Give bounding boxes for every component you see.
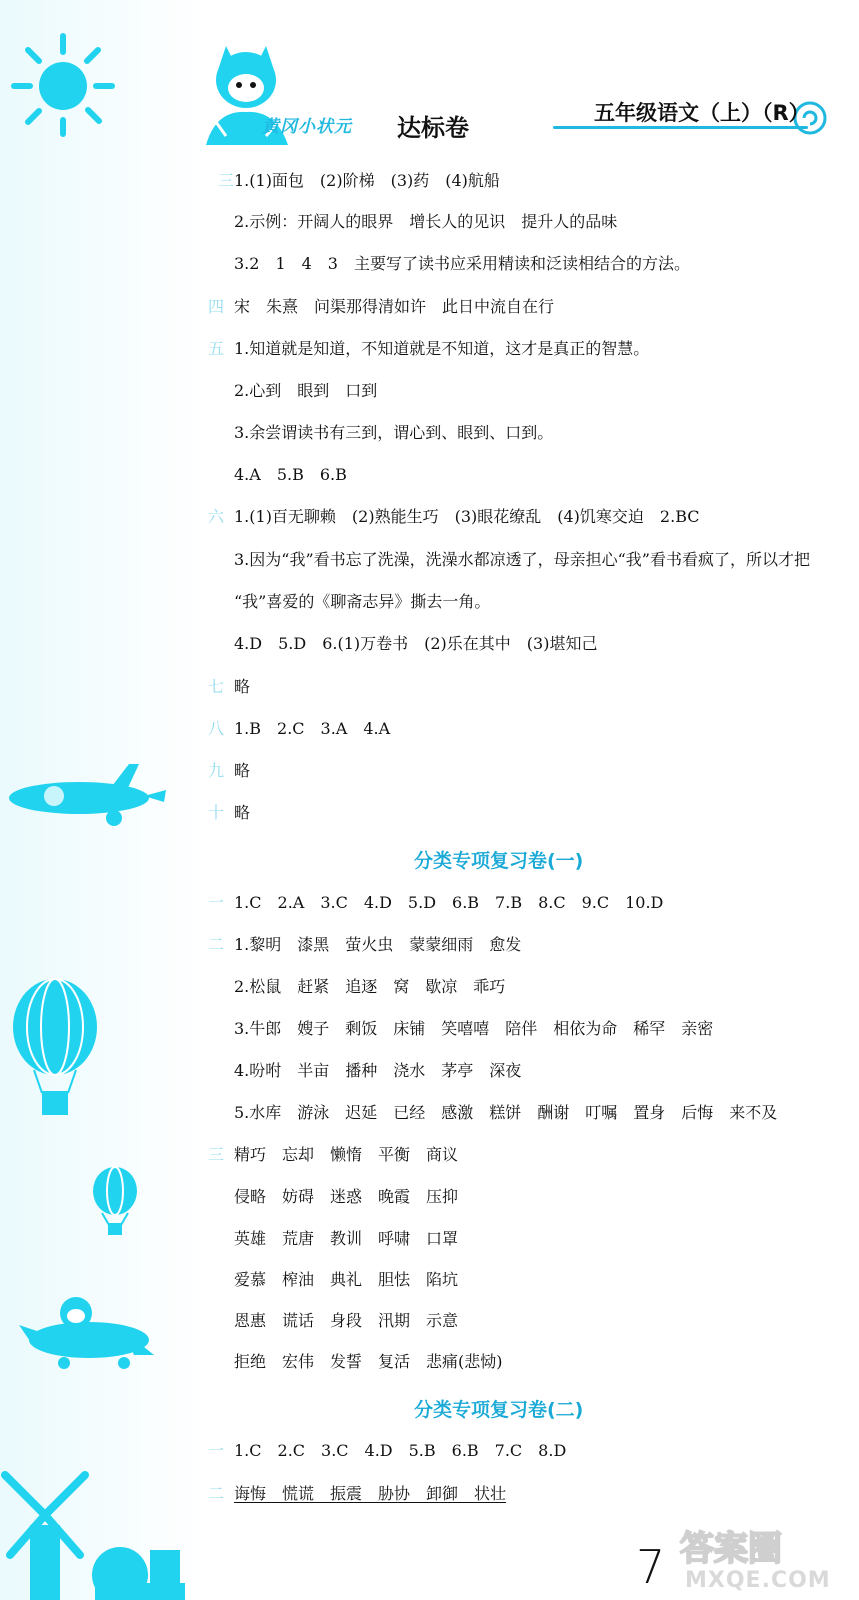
answer-line: 宋 朱熹 问渠那得清如许 此日中流自在行 xyxy=(234,297,555,316)
answer-line: 5.水库 游泳 迟延 已经 感激 糕饼 酬谢 叮嘱 置身 后悔 来不及 xyxy=(234,1103,778,1122)
answer-line: 略 xyxy=(234,803,251,822)
section-title: 分类专项复习卷(二) xyxy=(414,1399,584,1421)
answer-line: 1.B 2.C 3.A 4.A xyxy=(234,719,391,738)
answer-line: 3.因为“我”看书忘了洗澡，洗澡水都凉透了，母亲担心“我”看书看疯了，所以才把 xyxy=(234,550,810,569)
hot-air-balloon-small-illustration xyxy=(90,1165,140,1240)
question-number: 五 xyxy=(208,339,225,358)
watermark-url: MXQE.COM xyxy=(685,1568,831,1593)
answer-line: 3.2 1 4 3 主要写了读书应采用精读和泛读相结合的方法。 xyxy=(234,254,690,273)
question-number: 七 xyxy=(208,677,225,696)
answer-line: 英雄 荒唐 教训 呼啸 口罩 xyxy=(234,1229,459,1248)
answer-line: 3.牛郎 嫂子 剩饭 床铺 笑嘻嘻 陪伴 相依为命 稀罕 亲密 xyxy=(234,1019,714,1038)
answer-line: 2.松鼠 赶紧 追逐 窝 歇凉 乖巧 xyxy=(234,977,506,996)
page-number: 7 xyxy=(636,1540,666,1594)
answer-line: 恩惠 谎话 身段 汛期 示意 xyxy=(234,1311,459,1330)
answer-line: 略 xyxy=(234,761,251,780)
answer-line: 略 xyxy=(234,677,251,696)
watermark-logo-text: 答案圈 xyxy=(680,1529,782,1569)
question-number: 二 xyxy=(208,1484,225,1503)
question-number: 三 xyxy=(208,1145,225,1164)
answer-line: 1.C 2.A 3.C 4.D 5.D 6.B 7.B 8.C 9.C 10.D xyxy=(234,893,664,912)
answer-line: 4.A 5.B 6.B xyxy=(234,465,347,484)
answer-line: “我”喜爱的《聊斋志异》撕去一角。 xyxy=(234,592,491,611)
question-number: 一 xyxy=(208,893,225,912)
question-number: 八 xyxy=(208,719,225,738)
answer-line: 4.吩咐 半亩 播种 浇水 茅亭 深夜 xyxy=(234,1061,522,1080)
question-number: 二 xyxy=(208,935,225,954)
question-number: 十 xyxy=(208,803,225,822)
question-number: 九 xyxy=(208,761,225,780)
kid-on-plane-illustration xyxy=(14,1285,159,1375)
answer-line: 侵略 妨碍 迷惑 晚霞 压抑 xyxy=(234,1187,459,1206)
answer-line: 1.(1)面包 (2)阶梯 (3)药 (4)航船 xyxy=(234,171,500,190)
question-number: 一 xyxy=(208,1441,225,1460)
airplane-illustration xyxy=(4,760,169,840)
answer-line: 爱慕 榨油 典礼 胆怯 陷坑 xyxy=(234,1270,459,1289)
answer-line: 1.黎明 漆黑 萤火虫 蒙蒙细雨 愈发 xyxy=(234,935,522,954)
answer-line: 1.(1)百无聊赖 (2)熟能生巧 (3)眼花缭乱 (4)饥寒交迫 2.BC xyxy=(234,507,700,526)
grade-subject-label: 五年级语文（上）（R） xyxy=(594,101,810,125)
question-number: 六 xyxy=(208,507,225,526)
answer-line: 2.心到 眼到 口到 xyxy=(234,381,378,400)
page-title: 达标卷 xyxy=(397,114,469,142)
hot-air-balloon-large-illustration xyxy=(10,975,100,1120)
answer-line: 1.C 2.C 3.C 4.D 5.B 6.B 7.C 8.D xyxy=(234,1441,567,1460)
answer-line: 3.余尝谓读书有三到，谓心到、眼到、口到。 xyxy=(234,423,554,442)
answer-line: 4.D 5.D 6.(1)万卷书 (2)乐在其中 (3)堪知己 xyxy=(234,634,598,653)
brand-logo: 黄冈小状元 xyxy=(262,117,352,137)
page-header xyxy=(0,0,859,165)
header-underline xyxy=(553,126,808,129)
section-title: 分类专项复习卷(一) xyxy=(414,850,584,872)
answer-line: 1.知道就是知道，不知道就是不知道，这才是真正的智慧。 xyxy=(234,339,650,358)
answer-line: 2.示例：开阔人的眼界 增长人的见识 提升人的品味 xyxy=(234,212,618,231)
answer-line: 拒绝 宏伟 发誓 复活 悲痛(悲恸) xyxy=(234,1352,503,1371)
question-number: 三 xyxy=(218,171,235,190)
answer-line: 精巧 忘却 懒惰 平衡 商议 xyxy=(234,1145,459,1164)
windmill-town-illustration xyxy=(0,1455,185,1600)
question-number: 四 xyxy=(208,297,225,316)
answer-line: 诲悔 慌谎 振震 胁协 卸御 状壮 xyxy=(234,1484,507,1503)
